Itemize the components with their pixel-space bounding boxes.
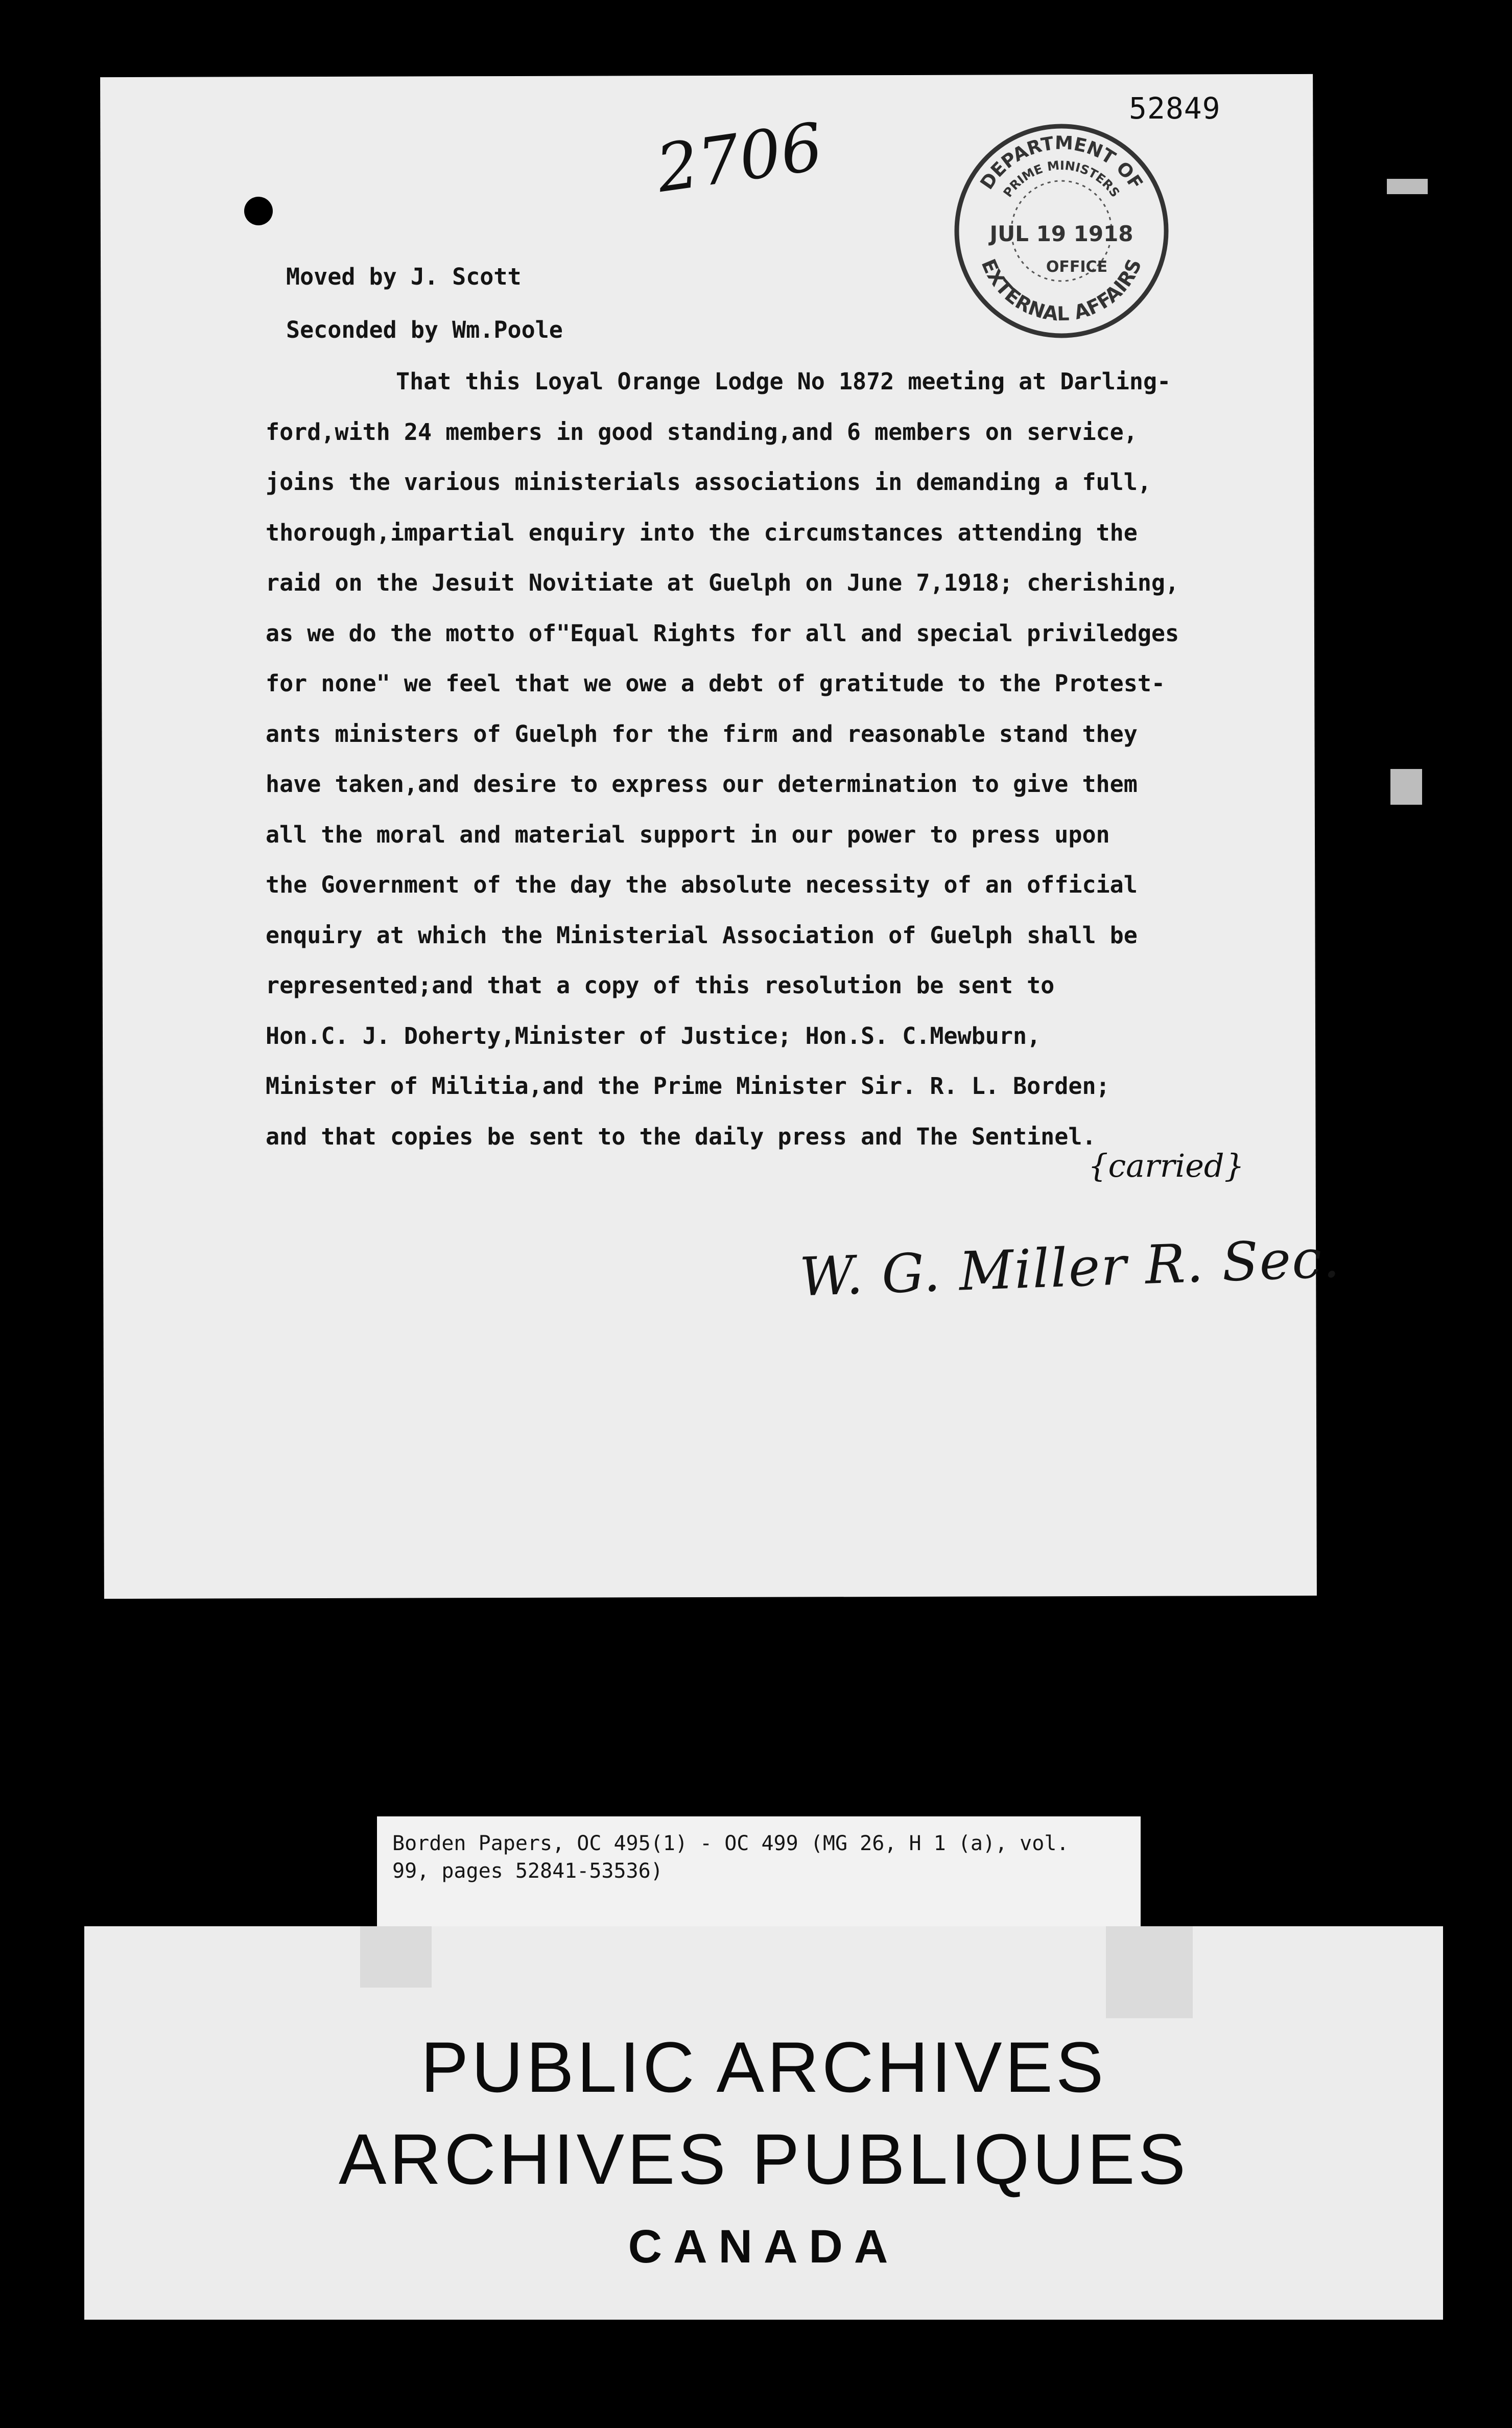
stamp-arc-bottom: EXTERNAL AFFAIRS xyxy=(977,255,1146,325)
banner-public-archives: PUBLIC ARCHIVES xyxy=(420,2027,1107,2107)
carried-note: {carried} xyxy=(1088,1147,1245,1184)
resolution-line: Minister of Militia,and the Prime Minister Sir. R. L. Borden; xyxy=(266,1072,1110,1100)
page-number: 52849 xyxy=(1129,91,1221,126)
stamp-office: OFFICE xyxy=(1046,258,1108,276)
resolution-line: the Government of the day the absolute necessity of an official xyxy=(266,871,1138,898)
secretary-signature: W. G. Miller R. Sec. xyxy=(798,1227,1342,1309)
film-edge-mark-middle xyxy=(1390,769,1422,805)
reference-line: 99, pages 52841-53536) xyxy=(392,1859,663,1883)
tape-piece-right xyxy=(1106,1926,1193,2018)
handwritten-file-number: 2706 xyxy=(652,109,828,207)
resolution-line: for none" we feel that we owe a debt of gratitude to the Protest- xyxy=(266,670,1165,697)
banner-archives-publiques: ARCHIVES PUBLIQUES xyxy=(339,2119,1189,2199)
stamp-date: JUL 19 1918 xyxy=(989,221,1133,246)
resolution-line: Hon.C. J. Doherty,Minister of Justice; Hon.S. C.Mewburn, xyxy=(266,1022,1041,1049)
seconded-by-line: Seconded by Wm.Poole xyxy=(286,316,563,343)
resolution-line: ford,with 24 members in good standing,and 6 members on service, xyxy=(266,418,1138,446)
reference-line: Borden Papers, OC 495(1) - OC 499 (MG 26, H 1 (a), vol. xyxy=(392,1832,1069,1855)
resolution-line: raid on the Jesuit Novitiate at Guelph on June 7,1918; cherishing, xyxy=(266,569,1179,596)
stamp-arc-inner: PRIME MINISTERS xyxy=(1000,158,1123,200)
resolution-text xyxy=(266,250,1303,1162)
public-archives-banner xyxy=(84,1926,1443,2320)
banner-canada: CANADA xyxy=(628,2221,900,2273)
resolution-line: That this Loyal Orange Lodge No 1872 meeting at Darling- xyxy=(396,368,1171,395)
moved-by-line: Moved by J. Scott xyxy=(286,263,522,290)
stamp-arc-top: DEPARTMENT OF xyxy=(976,132,1147,194)
hole-punch xyxy=(244,197,273,225)
resolution-line: thorough,impartial enquiry into the circumstances attending the xyxy=(266,519,1138,546)
resolution-line: as we do the motto of"Equal Rights for all and special priviledges xyxy=(266,619,1179,647)
tape-piece-left xyxy=(360,1926,432,1988)
resolution-line: ants ministers of Guelph for the firm and reasonable stand they xyxy=(266,720,1138,748)
resolution-line: enquiry at which the Ministerial Association of Guelph shall be xyxy=(266,921,1138,949)
resolution-line: represented;and that a copy of this resolution be sent to xyxy=(266,972,1055,999)
resolution-line: have taken,and desire to express our determination to give them xyxy=(266,771,1138,798)
resolution-line: joins the various ministerials associations in demanding a full, xyxy=(266,469,1151,496)
film-edge-mark-top xyxy=(1387,179,1428,194)
resolution-line: and that copies be sent to the daily press and The Sentinel. xyxy=(266,1123,1096,1150)
archive-reference-label xyxy=(377,1816,1141,1934)
resolution-line: all the moral and material support in our power to press upon xyxy=(266,821,1110,848)
